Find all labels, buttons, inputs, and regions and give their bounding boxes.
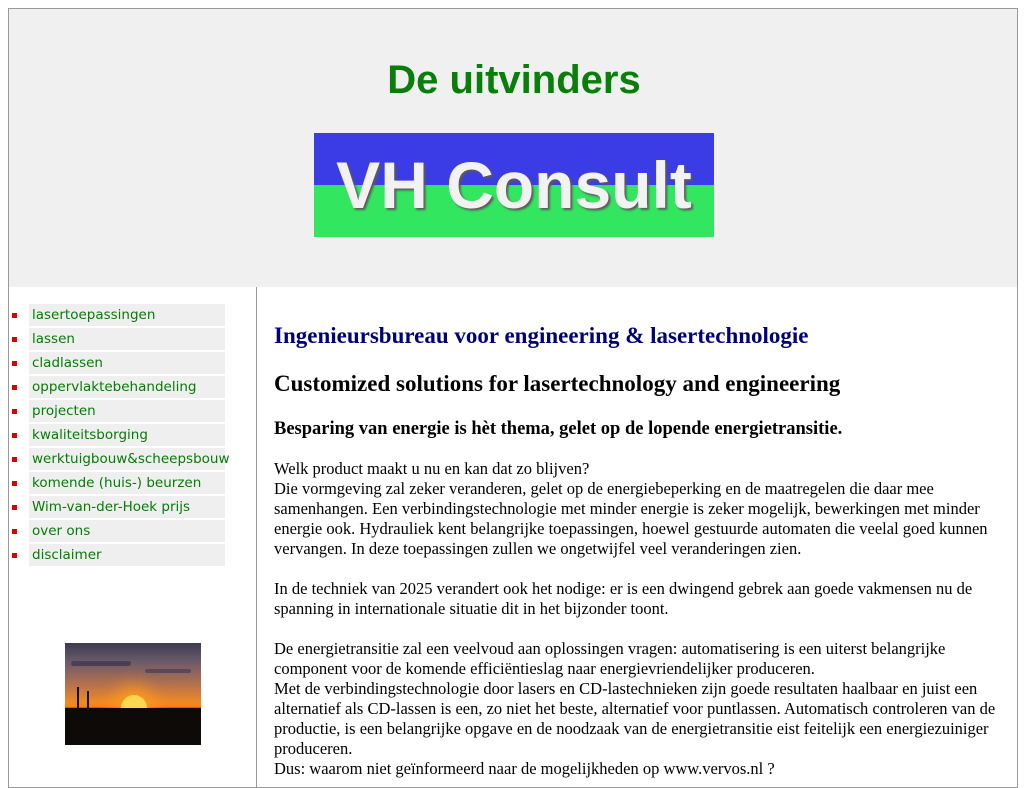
- sidebar-item-disclaimer: [9, 544, 225, 566]
- paragraph-3-text: Met de verbindingstechnologie door lasers en CD-lastechnieken zijn goede resultaten haalbaar en juist een alternatief als CD-lassen is een, zo niet het beste, alternatief voor puntlassen. Automatisch controleren van de productie, is een belangrijke opgave en de noodzaak van de energietransitie eist feitelijk een energiezuiniger produceren.: [274, 679, 996, 758]
- bullet-icon: [12, 433, 17, 438]
- sidebar-item-over-ons: [9, 520, 225, 542]
- cloud-shape: [145, 669, 191, 673]
- nav-link-disclaimer[interactable]: disclaimer: [29, 544, 225, 566]
- nav-link-kwaliteitsborging[interactable]: kwaliteitsborging: [29, 424, 225, 446]
- sidebar-item-cladlassen: [9, 352, 225, 374]
- sidebar-nav: [9, 304, 230, 568]
- nav-link-oppervlaktebehandeling[interactable]: oppervlaktebehandeling: [29, 376, 225, 398]
- bullet-icon: [12, 313, 17, 318]
- sidebar-item-lasertoepassingen: [9, 304, 225, 326]
- ground-silhouette: [65, 708, 201, 745]
- bullet-icon: [12, 337, 17, 342]
- sidebar-item-werktuigbouw: [9, 448, 230, 470]
- heading-dutch: Ingenieursbureau voor engineering & lasertechnologie: [274, 323, 809, 348]
- nav-link-werktuigbouw[interactable]: werktuigbouw&scheepsbouw: [29, 448, 225, 470]
- page-frame: [8, 8, 1018, 788]
- nav-link-over-ons[interactable]: over ons: [29, 520, 225, 542]
- nav-link-lasertoepassingen[interactable]: lasertoepassingen: [29, 304, 225, 326]
- sunset-photo: [65, 643, 201, 745]
- sidebar: [9, 287, 257, 788]
- turbine-silhouette: [87, 691, 89, 709]
- bullet-icon: [12, 505, 17, 510]
- nav-link-cladlassen[interactable]: cladlassen: [29, 352, 225, 374]
- sidebar-item-beurzen: [9, 472, 225, 494]
- bullet-icon: [12, 409, 17, 414]
- paragraph-3: [274, 639, 1004, 779]
- sidebar-item-kwaliteitsborging: [9, 424, 225, 446]
- paragraph-2: In de techniek van 2025 verandert ook het nodige: er is een dwingend gebrek aan goede vakmensen nu de spanning in internationale situatie dit in het bijzonder toont.: [274, 579, 973, 618]
- heading-english: Customized solutions for lasertechnology and engineering: [274, 371, 841, 396]
- body-text: [274, 459, 1004, 788]
- cloud-shape: [71, 661, 131, 666]
- turbine-silhouette: [77, 687, 79, 709]
- paragraph-3-link-line: Dus: waarom niet geïnformeerd naar de mogelijkheden op www.vervos.nl ?: [274, 759, 775, 778]
- bullet-icon: [12, 457, 17, 462]
- site-header: [9, 9, 1017, 287]
- bullet-icon: [12, 385, 17, 390]
- sidebar-item-oppervlaktebehandeling: [9, 376, 225, 398]
- sidebar-item-lassen: [9, 328, 225, 350]
- bullet-icon: [12, 529, 17, 534]
- paragraph-1-text: Die vormgeving zal zeker veranderen, gelet op de energiebeperking en de maatregelen die daar mee samenhangen. Een verbindingstechnologie met minder energie is zeker mogelijk, bewerkingen met minder energie ook. Hydrauliek kent belangrijke toepassingen, hoewel gestuurde automaten die veelal goed kunnen vervangen. In deze toepassingen zullen we ongetwijfel veel veranderingen zien.: [274, 479, 988, 558]
- paragraph-1: [274, 459, 1004, 559]
- logo-text: VH Consult: [336, 148, 692, 222]
- subheading-energy: Besparing van energie is hèt thema, gelet op de lopende energietransitie.: [274, 419, 843, 439]
- sun-shape: [121, 695, 147, 709]
- nav-link-beurzen[interactable]: komende (huis-) beurzen: [29, 472, 225, 494]
- nav-link-lassen[interactable]: lassen: [29, 328, 225, 350]
- nav-link-prijs[interactable]: Wim-van-der-Hoek prijs: [29, 496, 225, 518]
- nav-link-projecten[interactable]: projecten: [29, 400, 225, 422]
- bullet-icon: [12, 553, 17, 558]
- bullet-icon: [12, 361, 17, 366]
- paragraph-3-intro: De energietransitie zal een veelvoud aan oplossingen vragen: automatisering is een uiterst belangrijke component voor de komende efficiëntieslag naar energievriendelijker produceren.: [274, 639, 946, 678]
- vh-consult-logo[interactable]: [314, 133, 714, 237]
- bullet-icon: [12, 481, 17, 486]
- sidebar-item-prijs: [9, 496, 225, 518]
- site-title: De uitvinders: [387, 58, 641, 102]
- sidebar-item-projecten: [9, 400, 225, 422]
- paragraph-1-question: Welk product maakt u nu en kan dat zo blijven?: [274, 459, 590, 478]
